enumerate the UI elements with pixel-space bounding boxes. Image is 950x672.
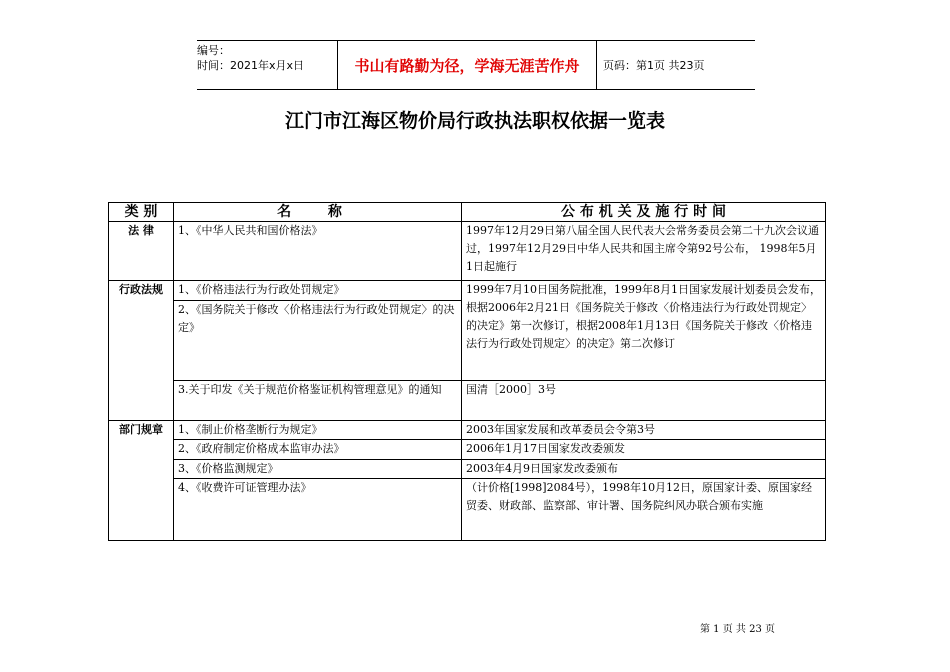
rule3-authority: 2003年4月9日国家发改委颁布 [462,460,826,479]
table-row [109,479,826,541]
document-title: 江门市江海区物价局行政执法职权依据一览表 [284,110,665,132]
rule3-name: 3、《价格监测规定》 [174,460,462,479]
header-category: 类 别 [109,203,174,222]
page-footer: 第 1 页 共 23 页 [700,624,775,635]
page-header [197,40,755,90]
header-meta [197,41,337,89]
category-law: 法 律 [109,222,174,281]
authority-table [108,202,826,541]
category-rule: 部门规章 [109,421,174,541]
reg3-authority: 国清［2000］3号 [462,381,826,421]
header-authority: 公 布 机 关 及 施 行 时 间 [462,203,826,222]
rule1-authority: 2003年国家发展和改革委员会令第3号 [462,421,826,440]
header-name: 名 称 [174,203,462,222]
table-row [109,222,826,281]
table-row [109,440,826,460]
rule2-authority: 2006年1月17日国家发改委颁发 [462,440,826,460]
table-header-row [109,203,826,222]
table-row [109,421,826,440]
reg1-authority: 1999年7月10日国务院批准，1999年8月1日国家发展计划委员会发布，根据2006年2月21日《国务院关于修改〈价格违法行为行政处罚规定〉的决定》第一次修订，根据2008年1月13日《国务院关于修改〈价格违法行为行政处罚规定〉的决定》第二次修订 [462,281,826,381]
rule4-authority: （计价格[1998]2084号），1998年10月12日，原国家计委、原国家经贸委、财政部、监察部、审计署、国务院纠风办联合颁布实施 [462,479,826,541]
number-label: 编号： [197,44,230,57]
law-name: 1、《中华人民共和国价格法》 [174,222,462,281]
header-page-label: 页码：第1页 共23页 [603,59,705,72]
table-row [109,460,826,479]
reg3-name: 3.关于印发《关于规范价格鉴证机构管理意见》的通知 [174,381,462,421]
reg2-name: 2、《国务院关于修改〈价格违法行为行政处罚规定〉的决定》 [174,301,462,381]
time-label: 时间：2021年x月x日 [197,59,305,72]
reg1-name: 1、《价格违法行为行政处罚规定》 [174,281,462,301]
rule1-name: 1、《制止价格垄断行为规定》 [174,421,462,440]
law-authority: 1997年12月29日第八届全国人民代表大会常务委员会第二十九次会议通过，1997年12月29日中华人民共和国主席令第92号公布， 1998年5月1日起施行 [462,222,826,281]
rule2-name: 2、《政府制定价格成本监审办法》 [174,440,462,460]
table-row [109,281,826,301]
rule4-name: 4、《收费许可证管理办法》 [174,479,462,541]
table-row [109,381,826,421]
header-slogan: 书山有路勤为径，学海无涯苦作舟 [337,41,597,89]
category-regulation: 行政法规 [109,281,174,421]
